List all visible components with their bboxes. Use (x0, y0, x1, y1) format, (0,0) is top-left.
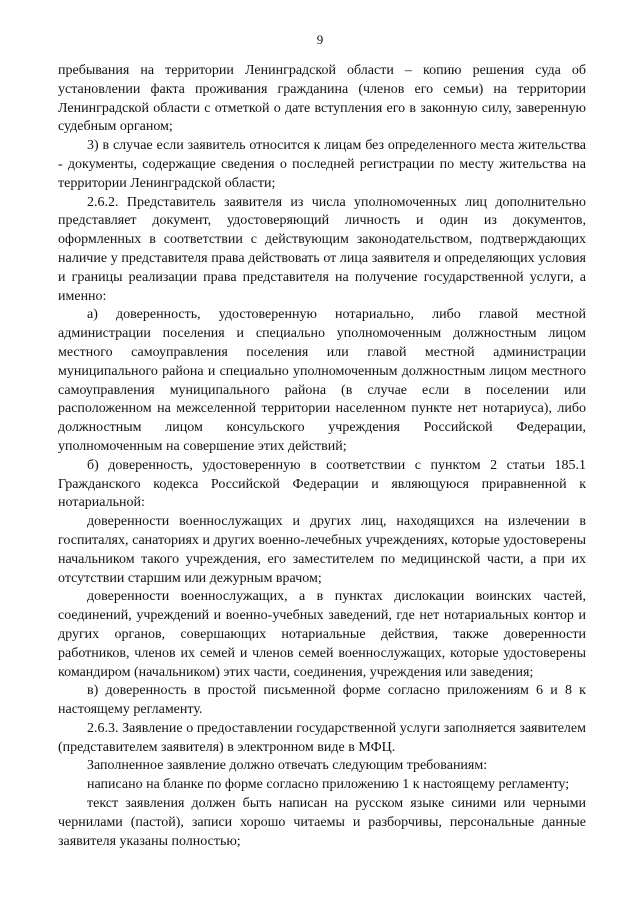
paragraph-requirements-intro: Заполненное заявление должно отвечать следующим требованиям: (87, 758, 488, 774)
paragraph-2-6-3: 2.6.3. Заявление о предоставлении государственной услуги заполняется заявителем (представителем заявителя) в электронном виде в МФЦ. (58, 720, 586, 755)
page-number: 9 (316, 32, 324, 47)
paragraph-requirement-text: текст заявления должен быть написан на русском языке синими или черными чернилами (пастой), записи хорошо читаемы и разборчивы, персональные данные заявителя указаны полностью; (58, 796, 586, 849)
document-body (58, 62, 586, 851)
paragraph-continuation: пребывания на территории Ленинградской области – копию решения суда об установлении факта проживания гражданина (членов его семьи) на территории Ленинградской области с отметкой о дате вступления его в законную силу, заверенную судебным органом; (58, 63, 586, 135)
paragraph-item-a: а) доверенность, удостоверенную нотариально, либо главой местной администрации поселения и специально уполномоченным должностным лицом местного самоуправления поселения или главой местной администрации муниципального района и специально уполномоченным должностным лицом местного самоуправления муниципального района (в случае если в поселении или расположенном на межселенной территории населенном пункте нет нотариуса), либо должностным лицом консульского учреждения Российской Федерации, уполномоченным на совершение этих действий; (58, 307, 586, 454)
paragraph-item-v: в) доверенность в простой письменной форме согласно приложениям 6 и 8 к настоящему регламенту. (58, 683, 586, 718)
paragraph-2-6-2: 2.6.2. Представитель заявителя из числа уполномоченных лиц дополнительно представляет документ, удостоверяющий личность и один из документов, оформленных в соответствии с действующим законодательством, подтверждающих наличие у представителя права действовать от лица заявителя и определяющих условия и границы реализации права представителя на получение государственной услуги, а именно: (58, 194, 586, 304)
paragraph-military-units: доверенности военнослужащих, а в пунктах дислокации воинских частей, соединений, учреждений и военно-учебных заведений, где нет нотариальных контор и других органов, совершающих нотариальные действия, также доверенности работников, членов их семей и членов семей военнослужащих, которые удостоверены командиром (начальником) этих части, соединения, учреждения или заведения; (58, 589, 586, 680)
paragraph-item-b: б) доверенность, удостоверенную в соответствии с пунктом 2 статьи 185.1 Гражданского кодекса Российской Федерации и являющуюся приравненной к нотариальной: (58, 457, 586, 511)
paragraph-requirement-form: написано на бланке по форме согласно приложению 1 к настоящему регламенту; (87, 777, 570, 793)
paragraph-item-3: 3) в случае если заявитель относится к лицам без определенного места жительства - документы, содержащие сведения о последней регистрации по месту жительства на территории Ленинградской области; (58, 138, 586, 191)
paragraph-military-hospital: доверенности военнослужащих и других лиц, находящихся на излечении в госпиталях, санаториях и других военно-лечебных учреждениях, которые удостоверены начальником такого учреждения, его заместителем по медицинской части, а при их отсутствии старшим или дежурным врачом; (58, 514, 586, 586)
